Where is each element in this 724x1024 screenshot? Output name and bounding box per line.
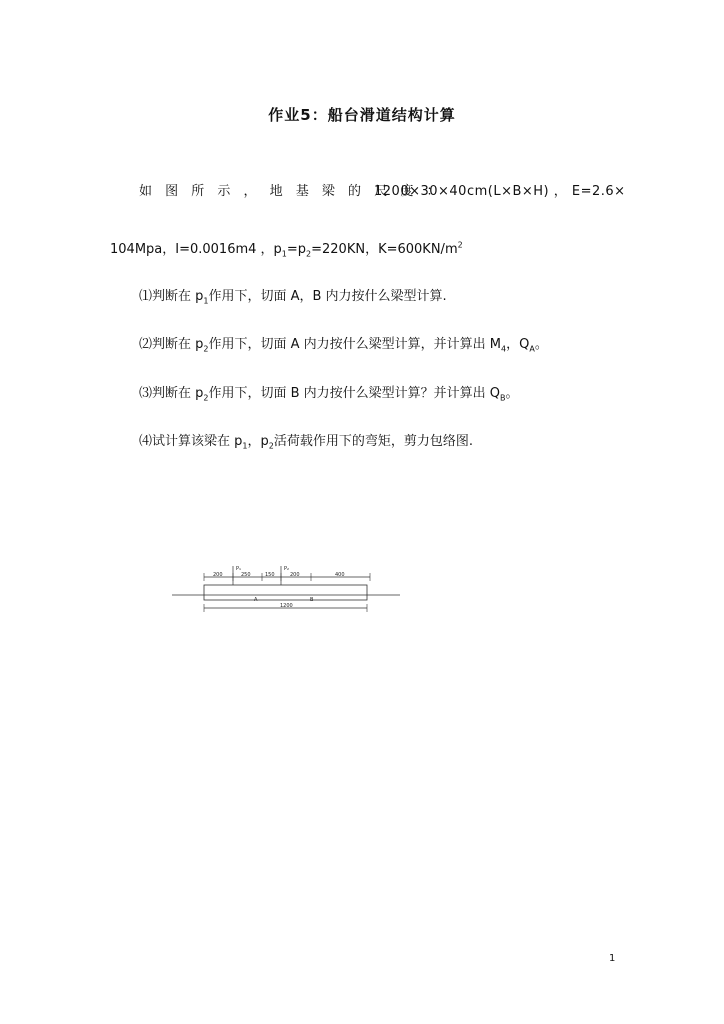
intro-2b: =p [286,242,307,257]
q2-sub: 2 [203,344,209,354]
dim-1: 200 [213,572,223,578]
dim-2: 250 [241,572,251,578]
q2-sub-q: A [529,344,535,354]
label-p2: P₂ [284,566,290,572]
q4-c: 活荷载作用下的弯矩，剪力包络图. [273,434,473,449]
q2-d: 。 [534,337,548,352]
q2-b: 作用下，切面 A 内力按什么梁型计算，并计算出 M [208,337,501,352]
page-number: 1 [609,953,616,964]
section-b-label: B [310,597,314,603]
sup-m2: 2 [457,240,463,250]
q3-c: 。 [505,386,519,401]
q4-sub-2: 2 [268,441,274,451]
q4-b: ，p [247,434,269,449]
q3-sub: 2 [203,393,209,403]
intro-line-1b: 1200×30×40cm(L×B×H) ， E=2.6× [374,184,626,199]
section-a-label: A [254,597,258,603]
sub-p2: 2 [306,249,312,259]
q2-c: ，Q [506,337,530,352]
label-p1: P₁ [236,566,242,572]
q1-b: 作用下，切面 A，B 内力按什么梁型计算. [208,289,447,304]
dim-4: 200 [290,572,300,578]
total-length-label: 1200 [280,603,293,609]
q4-a: ⑷试计算该梁在 p [139,434,243,449]
sub-p1: 1 [281,249,287,259]
q1-a: ⑴判断在 p [139,289,204,304]
q2-a: ⑵判断在 p [139,337,204,352]
dim-3: 150 [265,572,275,578]
q3-b: 作用下，切面 B 内力按什么梁型计算？并计算出 Q [208,386,501,401]
intro-line-1a: 如 图 所 示 ， 地 基 梁 的 尺 度 ： [139,184,443,199]
intro-2c: =220KN，K=600KN/m [311,242,458,257]
q4-sub-1: 1 [242,441,248,451]
dim-5: 400 [335,572,345,578]
q3-sub-q: B [500,393,506,403]
beam-outline [204,585,367,600]
page-title: 作业5：船台滑道结构计算 [268,106,456,124]
q3-a: ⑶判断在 p [139,386,204,401]
intro-2a: 104Mpa，I=0.0016m4 ，p [110,242,282,257]
q2-sub-m: 4 [501,344,507,354]
q1-sub: 1 [203,296,209,306]
